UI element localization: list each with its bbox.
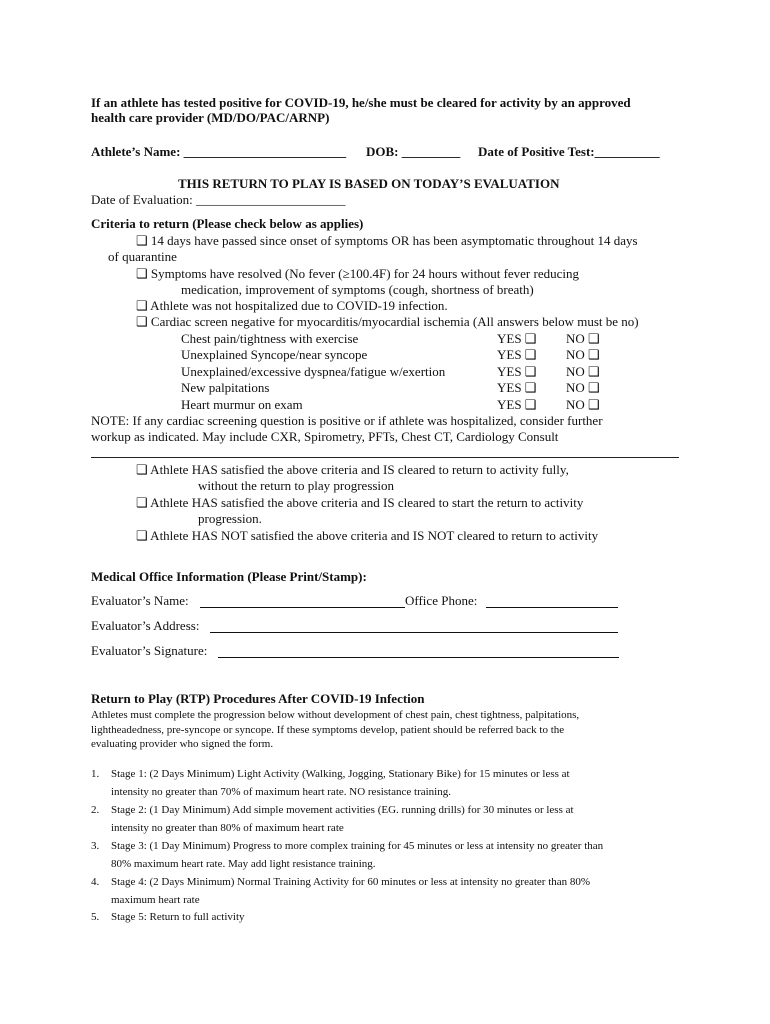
rtp-heading: THIS RETURN TO PLAY IS BASED ON TODAY’S EVALUATION	[178, 176, 560, 191]
cardiac-question: Unexplained Syncope/near syncope	[181, 347, 368, 362]
evaluator-address-line[interactable]	[210, 620, 618, 633]
cardiac-question: Chest pain/tightness with exercise	[181, 331, 359, 346]
positive-test-date-field[interactable]: Date of Positive Test:__________	[478, 144, 660, 159]
dob-field[interactable]: DOB: _________	[366, 144, 461, 159]
stage-line: 80% maximum heart rate. May add light resistance training.	[111, 858, 376, 870]
stage-line: Stage 2: (1 Day Minimum) Add simple movement activities (EG. running drills) for 30 minutes or less at	[111, 804, 574, 816]
criteria-item-symptoms[interactable]: ❑ Symptoms have resolved (No fever (≥100.4F) for 24 hours without fever reducing	[136, 266, 579, 281]
procedures-heading: Return to Play (RTP) Procedures After COVID-19 Infection	[91, 691, 425, 706]
cardiac-yes-checkbox[interactable]: YES ❑	[497, 331, 537, 346]
criteria-item-symptoms-cont: medication, improvement of symptoms (cough, shortness of breath)	[181, 282, 534, 297]
stage-line: maximum heart rate	[111, 894, 200, 906]
criteria-item-14-days[interactable]: ❑ 14 days have passed since onset of symptoms OR has been asymptomatic throughout 14 days	[136, 233, 638, 248]
section-divider	[91, 457, 679, 458]
stage-line: Stage 5: Return to full activity	[111, 911, 245, 923]
procedures-desc-3: evaluating provider who signed the form.	[91, 738, 274, 750]
stage-line: Stage 4: (2 Days Minimum) Normal Training Activity for 60 minutes or less at intensity no greater than 80%	[111, 876, 591, 888]
clearance-option-not-cleared[interactable]: ❑ Athlete HAS NOT satisfied the above criteria and IS NOT cleared to return to activity	[136, 528, 599, 543]
intro-line-1: If an athlete has tested positive for COVID-19, he/she must be cleared for activity by an approved	[91, 95, 631, 110]
criteria-heading: Criteria to return (Please check below as applies)	[91, 216, 364, 231]
office-phone-line[interactable]	[486, 595, 618, 608]
stage-line: Stage 3: (1 Day Minimum) Progress to more complex training for 45 minutes or less at intensity no greater than	[111, 840, 604, 852]
intro-line-2: health care provider (MD/DO/PAC/ARNP)	[91, 110, 330, 125]
office-heading: Medical Office Information (Please Print/Stamp):	[91, 569, 367, 584]
cardiac-no-checkbox[interactable]: NO ❑	[566, 347, 600, 362]
cardiac-yes-checkbox[interactable]: YES ❑	[497, 380, 537, 395]
cardiac-question: Heart murmur on exam	[181, 397, 303, 412]
criteria-item-not-hospitalized[interactable]: ❑ Athlete was not hospitalized due to COVID-19 infection.	[136, 298, 448, 313]
note-line-2: workup as indicated. May include CXR, Spirometry, PFTs, Chest CT, Cardiology Consult	[91, 429, 559, 444]
procedures-desc-2: lightheadedness, pre-syncope or syncope. If these symptoms develop, patient should be referred back to the	[91, 724, 565, 736]
stage-number: 1.	[91, 768, 100, 780]
evaluator-name-line[interactable]	[200, 595, 405, 608]
cardiac-no-checkbox[interactable]: NO ❑	[566, 331, 600, 346]
stage-number: 2.	[91, 804, 100, 816]
cardiac-question: New palpitations	[181, 380, 270, 395]
note-line-1: NOTE: If any cardiac screening question is positive or if athlete was hospitalized, consider further	[91, 413, 603, 428]
evaluation-date-field[interactable]: Date of Evaluation: _______________________	[91, 192, 346, 207]
cardiac-no-checkbox[interactable]: NO ❑	[566, 380, 600, 395]
cardiac-question: Unexplained/excessive dyspnea/fatigue w/exertion	[181, 364, 446, 379]
evaluator-name-label: Evaluator’s Name:	[91, 593, 189, 608]
clearance-option-full-cont: without the return to play progression	[198, 478, 395, 493]
cardiac-no-checkbox[interactable]: NO ❑	[566, 364, 600, 379]
clearance-option-full[interactable]: ❑ Athlete HAS satisfied the above criteria and IS cleared to return to activity fully,	[136, 462, 569, 477]
evaluator-address-label: Evaluator’s Address:	[91, 618, 200, 633]
cardiac-yes-checkbox[interactable]: YES ❑	[497, 397, 537, 412]
criteria-item-cardiac-screen[interactable]: ❑ Cardiac screen negative for myocarditis/myocardial ischemia (All answers below must be no)	[136, 314, 639, 329]
athlete-name-field[interactable]: Athlete’s Name: _________________________	[91, 144, 347, 159]
stage-number: 5.	[91, 911, 100, 923]
criteria-item-14-days-cont: of quarantine	[108, 249, 177, 264]
stage-number: 3.	[91, 840, 100, 852]
evaluator-signature-label: Evaluator’s Signature:	[91, 643, 208, 658]
clearance-option-progression-cont: progression.	[198, 511, 262, 526]
cardiac-yes-checkbox[interactable]: YES ❑	[497, 364, 537, 379]
stage-line: intensity no greater than 80% of maximum heart rate	[111, 822, 344, 834]
cardiac-no-checkbox[interactable]: NO ❑	[566, 397, 600, 412]
office-phone-label: Office Phone:	[405, 593, 478, 608]
stage-line: Stage 1: (2 Days Minimum) Light Activity (Walking, Jogging, Stationary Bike) for 15 minutes or less at	[111, 768, 570, 780]
procedures-desc-1: Athletes must complete the progression below without development of chest pain, chest tightness, palpitations,	[91, 709, 580, 721]
evaluator-signature-line[interactable]	[218, 645, 619, 658]
cardiac-yes-checkbox[interactable]: YES ❑	[497, 347, 537, 362]
stage-number: 4.	[91, 876, 100, 888]
clearance-option-progression[interactable]: ❑ Athlete HAS satisfied the above criteria and IS cleared to start the return to activity	[136, 495, 584, 510]
stage-line: intensity no greater than 70% of maximum heart rate. NO resistance training.	[111, 786, 451, 798]
